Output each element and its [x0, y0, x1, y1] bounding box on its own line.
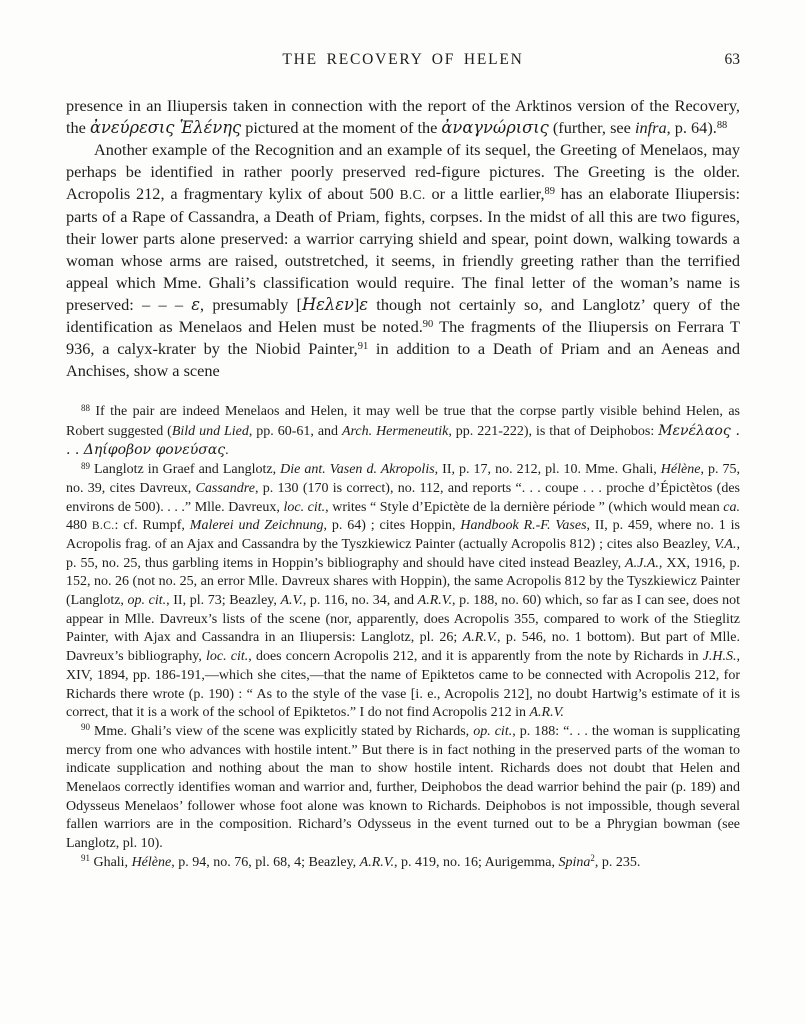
footnote-ref: 88: [716, 119, 728, 131]
footnote-ref: 89: [544, 185, 555, 197]
italic-text: Cassandre: [195, 480, 255, 496]
greek-text: ε: [191, 295, 201, 314]
italic-text: op. cit.: [127, 593, 167, 609]
small-caps: B.C.: [399, 187, 426, 202]
footnote-ref: 91: [81, 853, 90, 864]
italic-text: Die ant. Vasen d. Akropolis: [280, 462, 435, 478]
greek-text: ε: [359, 295, 369, 314]
footnote: $^{89}$ Langlotz in Graef and Langlotz, Die ant. Vasen d. Akropolis, II, p. 17, no. 212, pl. 10. Mme. Ghali, Hélène, p. 75, no. 39, cites Davreux, Cassandre, p. 130 (170 is correct), no. 112, and reports “. . . coupe . . . proche d’Épictètos (des environs de 500). . . .” Mlle. Davreux, loc. cit., writes “ Style d’Epictète de la dernière période ” (which would mean ca. 480 B.C.: cf. Rumpf, Malerei und Zeichnung, p. 64) ; cites Hoppin, Handbook R.-F. Vases, II, p. 459, where no. 1 is Acropolis frag. of an Ajax and Cassandra by the Tyszkiewicz Painter (actually Acropolis 812) ; cites also Beazley, V.A., p. 55, no. 25, thus garbling items in Hoppin’s bibliography and should have cited instead Beazley, A.J.A., XX, 1916, p. 152, no. 26 (not no. 25, an error Mlle. Davreux shares with Hoppin), the same Acropolis 812 by the Tyszkiewicz Painter (Langlotz, op. cit., II, pl. 73; Beazley, A.V., p. 116, no. 34, and A.R.V., p. 188, no. 60) which, so far as I can see, does not appear in Mlle. Davreux’s lists of the scene (nor, apparently, does Acropolis 355, compared to work of the Stieglitz Painter, with Ajax and Cassandra in an Iliupersis: Langlotz, pl. 26; A.R.V., p. 546, no. 1 bottom). But part of Mlle. Davreux’s bibliography, loc. cit., does concern Acropolis 212, and it is apparently from the note by Richards in J.H.S., XIV, 1894, pp. 186-191,—which she cites,—that the name of Epiktetos came to be connected with Acropolis 212, for Richards there wrote (p. 190) : “ As to the style of the vase [i. e., Acropolis 212], no doubt Hartwig’s estimate of it is correct, that it is a work of the school of Epiktetos.” I do not find Acropolis 212 in A.R.V.: [66, 460, 741, 721]
footnote-ref: 91: [357, 340, 369, 352]
italic-text: Malerei und Zeichnung: [189, 518, 324, 534]
italic-text: A.R.V.: [529, 705, 564, 721]
italic-text: A.R.V.: [359, 854, 395, 870]
italic-text: Spina: [558, 854, 591, 870]
italic-text: op. cit.: [473, 723, 513, 739]
footnote: $^{88}$ If the pair are indeed Menelaos and Helen, it may well be true that the corpse partly visible behind Helen, as Robert suggested (Bild und Lied, pp. 60-61, and Arch. Hermeneutik, pp. 221-222), is that of Deiphobos: Μενέλαος . . . Δηίφοβον φονεύσας.: [66, 402, 740, 459]
body-paragraph: Another example of the Recognition and an example of its sequel, the Greeting of Menelaos, may perhaps be identified in rather poorly preserved red-figure pictures. The Greeting is the older. Acropolis 212, a fragmentary kylix of about 500 B.C. or a little earlier,$^{89}$ has an elaborate Iliupersis: parts of a Rape of Cassandra, a Death of Priam, fights, corpses. In the midst of all this are two figures, their lower parts alone preserved: a warrior carrying shield and spear, point down, walking towards a woman whose arms are raised, outstretched, it seems, in friendly greeting rather than the terrified appeal which Mme. Ghali’s classification would require. The final letter of the woman’s name is preserved: – – – ε, presumably [Ηελεν]ε though not certainly so, and Langlotz’ query of the identification as Menelaos and Helen must be noted.$^{90}$ The fragments of the Iliupersis on Ferrara T 936, a calyx-krater by the Niobid Painter,$^{91}$ in addition to a Death of Priam and an Aeneas and Anchises, show a scene: [66, 140, 741, 380]
footnote-ref: 2: [590, 853, 595, 864]
footnote-ref: 90: [81, 722, 90, 733]
footnote-ref: 90: [422, 318, 434, 330]
body-paragraph: presence in an Iliupersis taken in connection with the report of the Arktinos version of the Recovery, the ἀνεύρεσις Ἑλένης pictured at the moment of the ἀναγνώρισις (further, see infra, p. 64).$^{88}$: [66, 96, 740, 137]
italic-text: loc. cit.: [283, 499, 326, 515]
italic-text: Hélène: [660, 462, 701, 478]
italic-text: infra: [634, 118, 667, 137]
italic-text: Bild und Lied: [171, 423, 249, 439]
footnote-ref: 89: [81, 460, 90, 471]
footnote: $^{90}$ Mme. Ghali’s view of the scene was explicitly stated by Richards, op. cit., p. 188: “. . . the woman is supplicating mercy from one who advances with hostile intent.” But there is in fact nothing in the preserved parts of the woman to indicate supplication and nothing about the man to show hostile intent. Richards does not doubt that Helen and Menelaos correctly identifies woman and warrior and, further, Deiphobos the dead warrior behind the pair (p. 189) and Odysseus Menelaos’ follower whose foot alone was known to Richards. Deiphobos is not impossible, though several fallen warriors are in the composition. Richard’s Odysseus in the event turned out to be a Phrygian bowman (see Langlotz, pl. 10).: [66, 722, 740, 852]
italic-text: Handbook R.-F. Vases: [460, 518, 587, 534]
italic-text: loc. cit.: [206, 649, 249, 665]
greek-text: Ηελεν: [301, 295, 354, 314]
italic-text: V.A.: [714, 536, 737, 552]
footnote-ref: 88: [81, 402, 90, 413]
italic-text: J.H.S.: [702, 649, 737, 665]
page-number: 63: [724, 51, 740, 68]
italic-text: A.R.V.: [462, 630, 498, 646]
footnotes-section: [66, 403, 740, 873]
greek-text: ἀνεύρεσις Ἑλένης: [89, 118, 242, 137]
running-head: [66, 50, 740, 69]
footnote: $^{91}$ Ghali, Hélène, p. 94, no. 76, pl. 68, 4; Beazley, A.R.V., p. 419, no. 16; Aurigemma, Spina$^2$, p. 235.: [81, 853, 641, 870]
greek-text: Μενέλαος . . . Δηίφοβον φονεύσας: [66, 422, 740, 459]
greek-text: ἀναγνώρισις: [441, 118, 549, 137]
italic-text: A.J.A.: [625, 555, 659, 571]
small-caps: B.C.: [91, 520, 115, 533]
italic-text: A.R.V.: [417, 593, 453, 609]
italic-text: Hélène: [131, 854, 172, 870]
italic-text: ca.: [723, 499, 740, 515]
italic-text: A.V.: [280, 593, 303, 609]
page-header-title: THE RECOVERY OF HELEN: [282, 51, 524, 68]
body-text: [66, 95, 740, 382]
italic-text: Arch. Hermeneutik: [341, 423, 449, 439]
